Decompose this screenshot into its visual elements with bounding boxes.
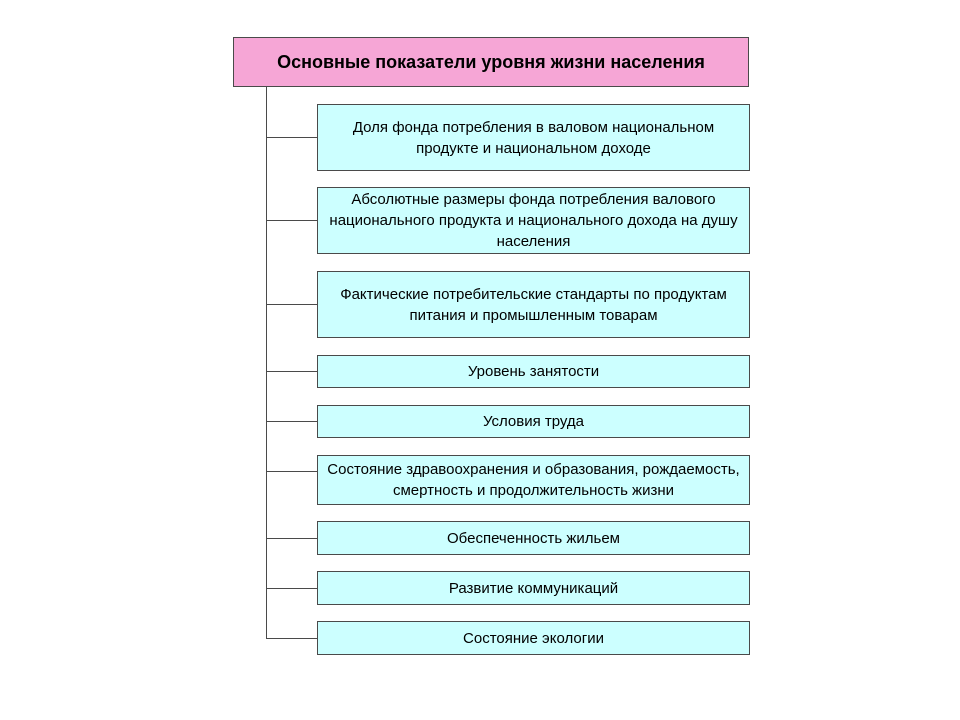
connector-branch [266, 304, 317, 305]
connector-branch [266, 538, 317, 539]
connector-branch [266, 588, 317, 589]
indicator-box-communications: Развитие коммуникаций [317, 571, 750, 605]
connector-branch [266, 471, 317, 472]
indicator-box-consumption-share: Доля фонда потребления в валовом национальном продукте и национальном доходе [317, 104, 750, 171]
connector-branch [266, 638, 317, 639]
indicator-box-working-conditions: Условия труда [317, 405, 750, 438]
connector-branch [266, 137, 317, 138]
connector-branch [266, 421, 317, 422]
indicator-box-consumer-standards: Фактические потребительские стандарты по продуктам питания и промышленным товарам [317, 271, 750, 338]
indicator-box-employment: Уровень занятости [317, 355, 750, 388]
connector-branch [266, 371, 317, 372]
indicator-box-ecology: Состояние экологии [317, 621, 750, 655]
indicator-box-housing: Обеспеченность жильем [317, 521, 750, 555]
indicator-box-consumption-per-capita: Абсолютные размеры фонда потребления валового национального продукта и национального дохода на душу населения [317, 187, 750, 254]
indicator-box-health-education: Состояние здравоохранения и образования, рождаемость, смертность и продолжительность жизни [317, 455, 750, 505]
diagram-title: Основные показатели уровня жизни населения [233, 37, 749, 87]
connector-trunk [266, 87, 267, 639]
connector-branch [266, 220, 317, 221]
